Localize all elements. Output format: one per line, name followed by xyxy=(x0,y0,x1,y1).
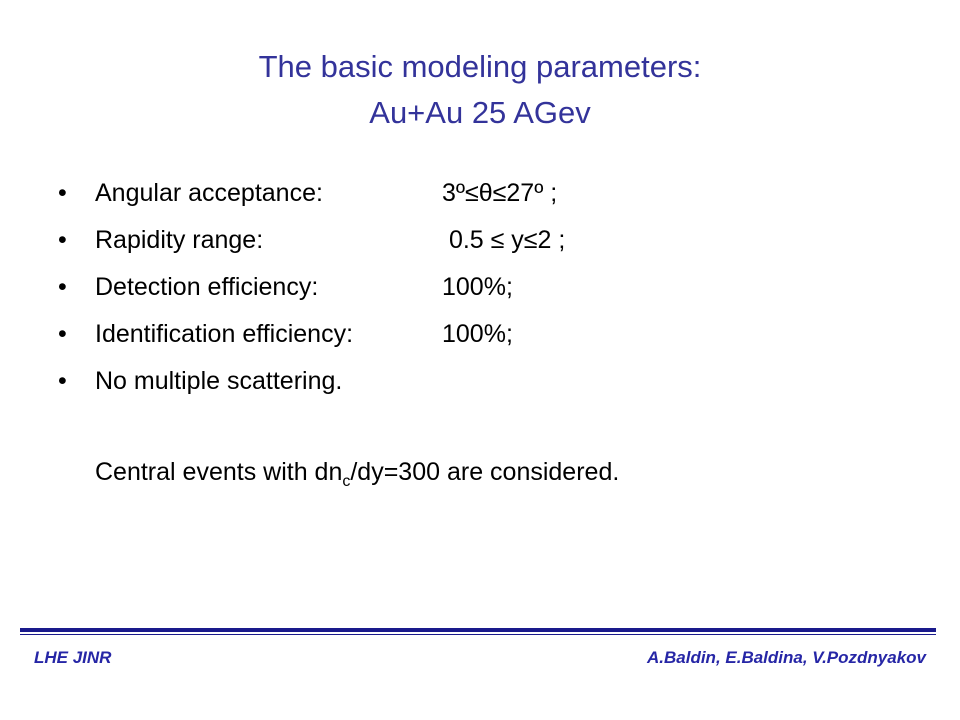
bullet-icon: • xyxy=(58,226,67,254)
slide-title xyxy=(0,44,960,136)
title-line-1: The basic modeling parameters: xyxy=(258,49,702,84)
title-line-2: Au+Au 25 AGev xyxy=(369,95,591,130)
bullet-icon: • xyxy=(58,273,67,301)
bullet-icon: • xyxy=(58,320,67,348)
parameter-label: Detection efficiency: xyxy=(95,273,319,301)
parameter-label: No multiple scattering. xyxy=(95,367,343,395)
parameter-value: 0.5 ≤ y≤2 ; xyxy=(442,226,566,254)
parameter-value: 3º≤θ≤27º ; xyxy=(442,179,558,207)
bullet-icon: • xyxy=(58,179,67,207)
parameter-label: Identification efficiency: xyxy=(95,320,354,348)
parameter-value: 100%; xyxy=(442,320,513,348)
note-text-after: /dy=300 are considered. xyxy=(350,458,620,486)
footer-divider-thick xyxy=(20,628,936,632)
central-events-note xyxy=(95,449,619,496)
footer-authors: A.Baldin, E.Baldina, V.Pozdnyakov xyxy=(647,648,926,667)
note-text-before: Central events with dn xyxy=(95,458,343,486)
footer-divider-thin xyxy=(20,634,936,635)
footer-institution: LHE JINR xyxy=(34,648,112,667)
bullet-icon: • xyxy=(58,367,67,395)
note-subscript: c xyxy=(342,473,351,490)
parameter-label: Rapidity range: xyxy=(95,226,264,254)
parameter-value: 100%; xyxy=(442,273,513,301)
parameter-label: Angular acceptance: xyxy=(95,179,323,207)
